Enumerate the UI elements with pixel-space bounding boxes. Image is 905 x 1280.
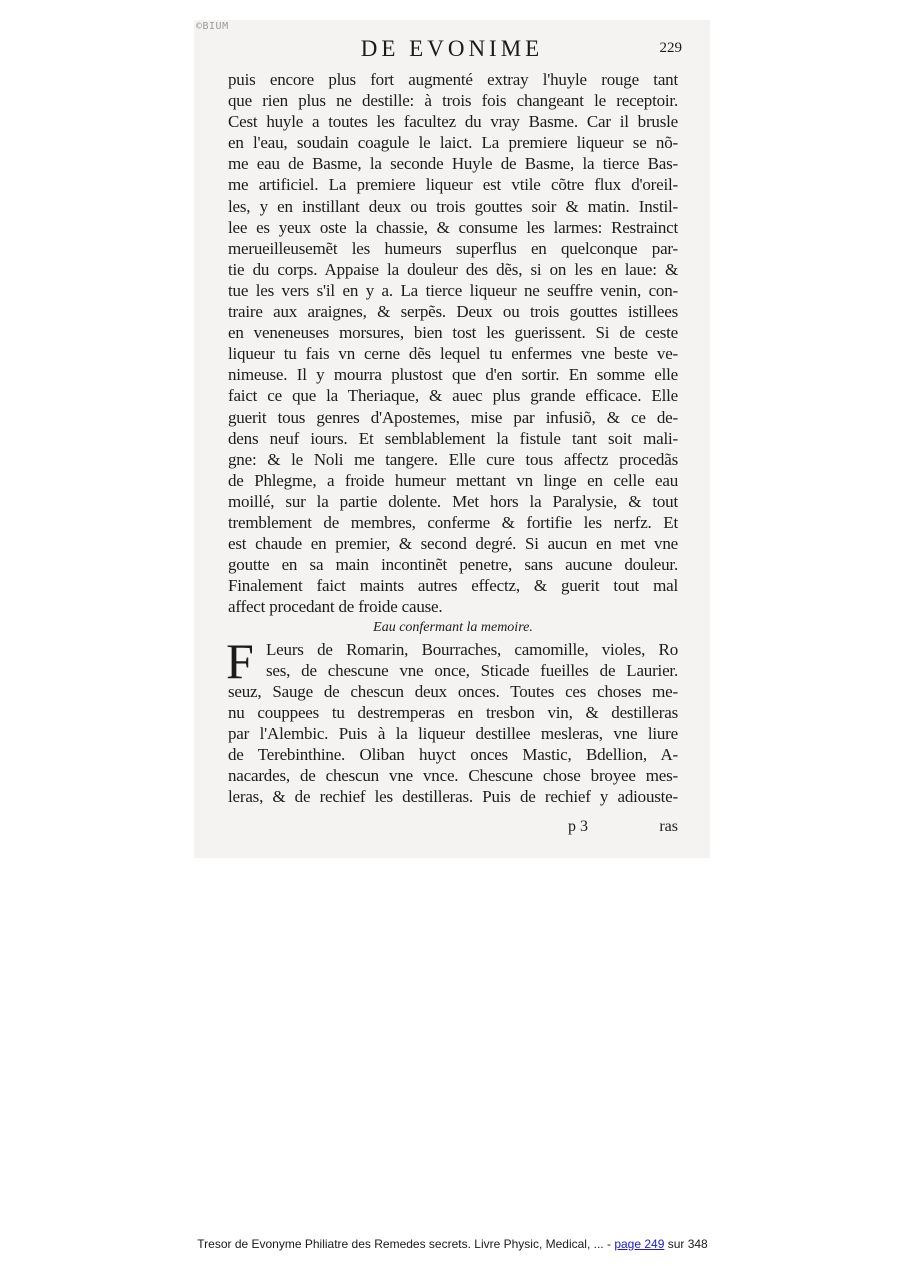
drop-cap: F xyxy=(226,632,254,689)
page-footer xyxy=(0,1237,905,1251)
text-line: est chaude en premier, & second degré. Si aucun en met vne xyxy=(228,534,678,554)
text-line: les, y en instillant deux ou trois gouttes soir & matin. Instil- xyxy=(228,196,678,216)
section-title: Eau confermant la memoire. xyxy=(373,620,533,636)
text-line: de Phlegme, a froide humeur mettant vn linge en celle eau xyxy=(228,470,678,490)
page-text xyxy=(228,69,678,807)
signature-mark: p 3 xyxy=(568,818,588,835)
running-title: DE EVONIME xyxy=(360,36,544,61)
footer-title: Tresor de Evonyme Philiatre des Remedes secrets. Livre Physic, Medical, ... - xyxy=(197,1237,615,1251)
scanned-page xyxy=(194,20,710,858)
text-line: guerit tous genres d'Apostemes, mise par infusiõ, & ce de- xyxy=(228,407,678,427)
text-line: par l'Alembic. Puis à la liqueur destillee mesleras, vne liure xyxy=(228,723,678,743)
text-line: ses, de chescune vne once, Sticade fueilles de Laurier. xyxy=(266,660,678,680)
text-line: goutte en sa main incontinẽt penetre, sans aucune douleur. xyxy=(228,555,678,575)
text-line: gne: & le Noli me tangere. Elle cure tous affectz procedãs xyxy=(228,449,678,469)
text-line: lee es yeux oste la chassie, & consume les larmes: Restrainct xyxy=(228,217,678,237)
text-line: seuz, Sauge de chescun deux onces. Toutes ces choses me- xyxy=(228,681,678,701)
text-line: de Terebinthine. Oliban huyct onces Mastic, Bdellion, A- xyxy=(228,745,678,764)
folio-number: 229 xyxy=(659,40,682,56)
text-line: nimeuse. Il y mourra plustost que d'en sortir. En somme elle xyxy=(228,365,678,385)
text-line: nacardes, de chescun vne vnce. Chescune chose broyee mes- xyxy=(228,766,678,786)
text-line: faict ce que la Theriaque, & auec plus grande efficace. Elle xyxy=(228,386,678,406)
text-line: traire aux araignes, & serpẽs. Deux ou trois gouttes istillees xyxy=(228,302,678,322)
text-line: nu couppees tu destremperas en tresbon vin, & destilleras xyxy=(228,702,678,722)
text-line: en l'eau, soudain coagule le laict. La premiere liqueur se nõ- xyxy=(228,133,678,153)
watermark: ©BIUM xyxy=(196,21,229,32)
text-line: tie du corps. Appaise la douleur des dẽs, si on les en laue: & xyxy=(228,259,678,279)
text-line: moillé, sur la partie dolente. Met hors la Paralysie, & tout xyxy=(228,491,678,511)
text-line: puis encore plus fort augmenté extray l'huyle rouge tant xyxy=(228,70,678,89)
text-line: Finalement faict maints autres effectz, & guerit tout mal xyxy=(228,576,678,596)
text-line: tue les vers s'il en y a. La tierce liqueur ne seuffre venin, con- xyxy=(228,280,678,300)
catchword: ras xyxy=(659,818,678,835)
text-line: Cest huyle a toutes les facultez du vray Basme. Car il brusle xyxy=(228,112,678,132)
text-line: me eau de Basme, la seconde Huyle de Basme, la tierce Bas- xyxy=(228,154,678,174)
text-line: leras, & de rechief les destilleras. Puis de rechief y adiouste- xyxy=(228,787,678,807)
text-line: dens neuf iours. Et semblablement la fistule tant soit mali- xyxy=(228,428,678,448)
section-opening xyxy=(226,632,678,689)
text-line: me artificiel. La premiere liqueur est vtile cõtre flux d'oreil- xyxy=(228,175,678,195)
running-head xyxy=(194,36,710,66)
footer-page-count: sur 348 xyxy=(664,1237,708,1251)
text-line: merueilleusemẽt les humeurs superflus en quelconque par- xyxy=(228,238,678,258)
signature-line xyxy=(228,818,678,838)
text-line: tremblement de membres, conferme & fortifie les nerfz. Et xyxy=(228,512,678,532)
page-link[interactable]: page 249 xyxy=(614,1237,665,1251)
text-line: en veneneuses morsures, bien tost les guerissent. Si de ceste xyxy=(228,323,678,343)
text-line: que rien plus ne destille: à trois fois changeant le receptoir. xyxy=(228,91,678,111)
text-line: liqueur tu fais vn cerne dẽs lequel tu enfermes vne beste ve- xyxy=(228,344,678,364)
text-line: affect procedant de froide cause. xyxy=(228,597,443,617)
text-line: Leurs de Romarin, Bourraches, camomille, violes, Ro xyxy=(266,639,678,659)
